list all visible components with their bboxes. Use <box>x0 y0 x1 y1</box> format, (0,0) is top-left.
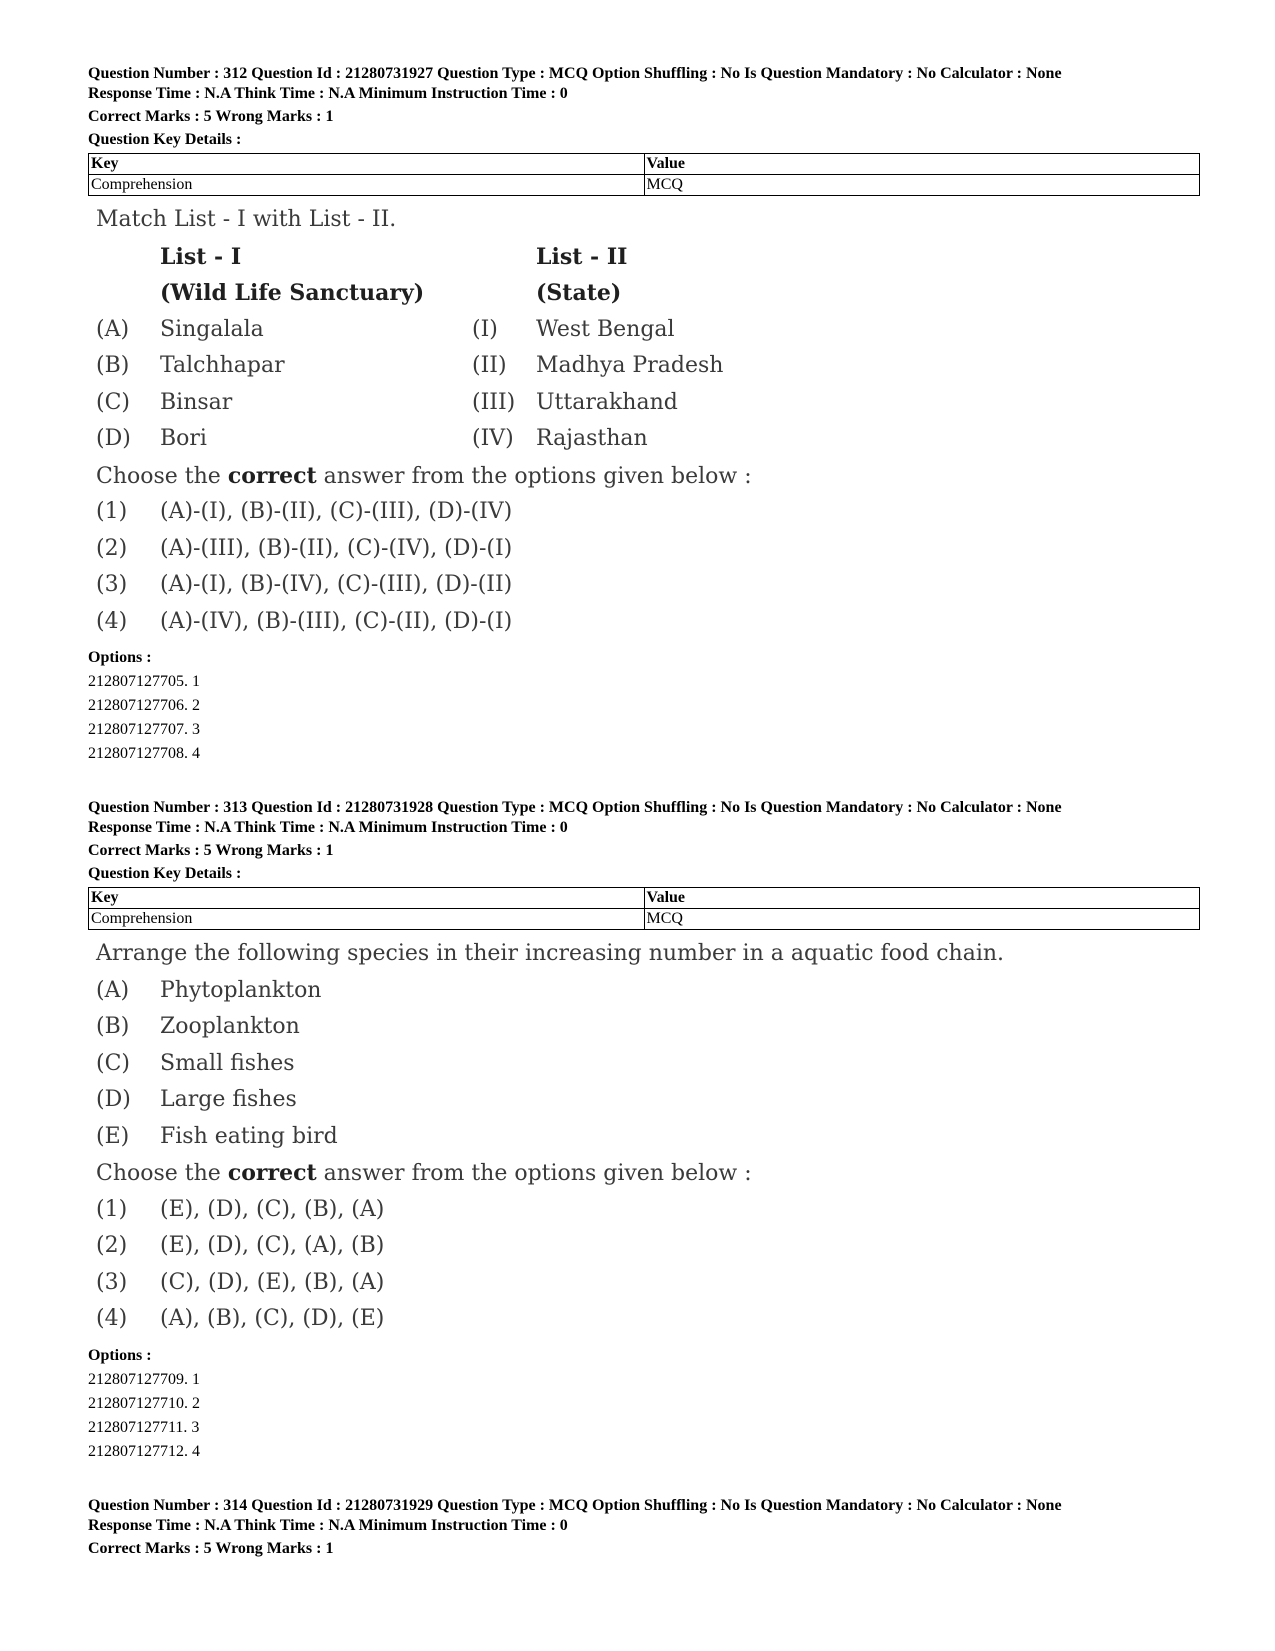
match-row: (D) Bori (IV) Rajasthan <box>96 426 648 451</box>
key-details-table <box>88 887 1200 930</box>
option-item: 212807127709. 1 <box>88 1370 200 1388</box>
list2-subheader: (State) <box>536 280 622 306</box>
answer-choice: (2) (E), (D), (C), (A), (B) <box>96 1233 385 1258</box>
question-314 <box>88 1496 1200 1559</box>
question-content <box>96 202 1200 640</box>
document-page <box>88 64 1200 1559</box>
list-headers <box>96 239 1200 276</box>
key-cell: Comprehension <box>89 175 645 196</box>
choose-instruction: Choose the correct answer from the options given below : <box>96 1160 752 1186</box>
option-item: 212807127711. 3 <box>88 1418 200 1436</box>
question-stem: Arrange the following species in their increasing number in a aquatic food chain. <box>96 941 1005 966</box>
value-cell: MCQ <box>644 909 1200 930</box>
option-item: 212807127707. 3 <box>88 721 200 738</box>
question-stem: Match List - I with List - II. <box>96 207 397 232</box>
answer-choice: (1) (A)-(I), (B)-(II), (C)-(III), (D)-(IV) <box>96 499 513 524</box>
question-meta-line: Question Number : 313 Question Id : 21280731928 Question Type : MCQ Option Shuffling : No Is Question Mandatory : No Calculator : None <box>88 799 1062 816</box>
list2-header: List - II <box>536 243 628 270</box>
value-cell: MCQ <box>644 175 1200 196</box>
key-details-label: Question Key Details : <box>88 131 242 148</box>
species-item: (B) Zooplankton <box>96 1014 300 1039</box>
key-cell: Comprehension <box>89 909 645 930</box>
answer-choice: (3) (A)-(I), (B)-(IV), (C)-(III), (D)-(II) <box>96 572 513 597</box>
list-subheaders <box>96 275 1200 312</box>
marks-line: Correct Marks : 5 Wrong Marks : 1 <box>88 1539 334 1557</box>
option-item: 212807127708. 4 <box>88 745 200 762</box>
option-item: 212807127712. 4 <box>88 1442 200 1460</box>
marks-line: Correct Marks : 5 Wrong Marks : 1 <box>88 842 334 859</box>
key-header: Key <box>89 888 645 909</box>
answer-choice: (4) (A)-(IV), (B)-(III), (C)-(II), (D)-(I) <box>96 608 513 634</box>
key-details-table <box>88 153 1200 196</box>
question-content <box>96 936 1200 1338</box>
choose-instruction: Choose the correct answer from the options given below : <box>96 462 752 489</box>
options-label: Options : <box>88 1346 152 1364</box>
species-item: (C) Small fishes <box>96 1050 295 1076</box>
question-meta-line: Question Number : 312 Question Id : 21280731927 Question Type : MCQ Option Shuffling : No Is Question Mandatory : No Calculator : None <box>88 65 1062 82</box>
answer-choice: (4) (A), (B), (C), (D), (E) <box>96 1306 385 1331</box>
key-header: Key <box>89 154 645 175</box>
option-item: 212807127710. 2 <box>88 1394 200 1412</box>
list1-subheader: (Wild Life Sanctuary) <box>160 280 425 306</box>
options-label: Options : <box>88 649 152 666</box>
option-item: 212807127706. 2 <box>88 697 200 714</box>
option-item: 212807127705. 1 <box>88 673 200 690</box>
question-312 <box>88 64 1200 766</box>
species-item: (E) Fish eating bird <box>96 1123 338 1149</box>
species-item: (D) Large fishes <box>96 1087 297 1112</box>
value-header: Value <box>644 888 1200 909</box>
answer-choice: (3) (C), (D), (E), (B), (A) <box>96 1269 385 1295</box>
match-row: (A) Singalala (I) West Bengal <box>96 316 675 342</box>
response-time-line: Response Time : N.A Think Time : N.A Minimum Instruction Time : 0 <box>88 1516 568 1534</box>
response-time-line: Response Time : N.A Think Time : N.A Minimum Instruction Time : 0 <box>88 85 568 102</box>
question-313 <box>88 798 1200 1464</box>
key-details-label: Question Key Details : <box>88 865 242 882</box>
response-time-line: Response Time : N.A Think Time : N.A Minimum Instruction Time : 0 <box>88 819 568 836</box>
list1-header: List - I <box>160 243 242 270</box>
match-row: (B) Talchhapar (II) Madhya Pradesh <box>96 353 724 378</box>
question-meta-line: Question Number : 314 Question Id : 21280731929 Question Type : MCQ Option Shuffling : No Is Question Mandatory : No Calculator : None <box>88 1496 1062 1514</box>
species-item: (A) Phytoplankton <box>96 977 322 1003</box>
value-header: Value <box>644 154 1200 175</box>
answer-choice: (1) (E), (D), (C), (B), (A) <box>96 1196 385 1222</box>
answer-choice: (2) (A)-(III), (B)-(II), (C)-(IV), (D)-(I) <box>96 535 513 561</box>
marks-line: Correct Marks : 5 Wrong Marks : 1 <box>88 108 334 125</box>
match-row: (C) Binsar (III) Uttarakhand <box>96 389 678 415</box>
